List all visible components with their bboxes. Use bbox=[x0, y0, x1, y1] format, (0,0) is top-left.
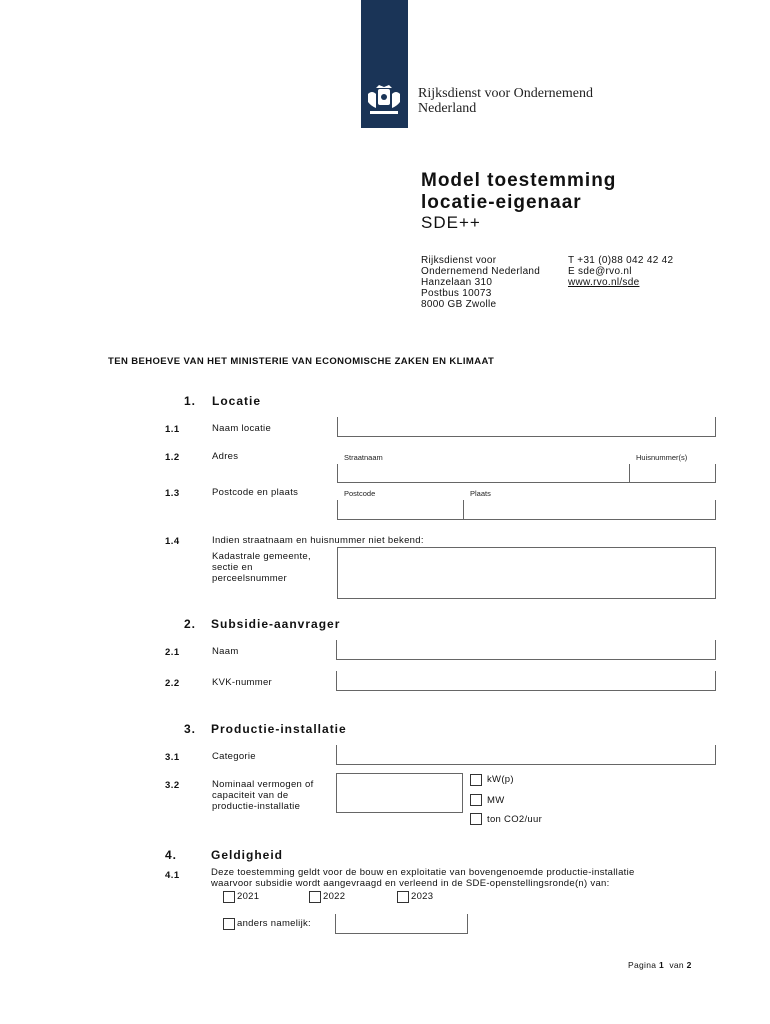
page-title-line1: Model toestemming bbox=[421, 170, 617, 191]
question-number: 3.1 bbox=[165, 752, 180, 763]
of-word: van bbox=[669, 960, 684, 970]
org-name-line1: Rijksdienst voor Ondernemend bbox=[418, 86, 593, 101]
label-line: Kadastrale gemeente, bbox=[212, 551, 311, 562]
street-input[interactable] bbox=[337, 464, 630, 483]
unit-ton-checkbox[interactable] bbox=[470, 813, 482, 825]
place-input[interactable] bbox=[463, 500, 716, 520]
page-word: Pagina bbox=[628, 960, 657, 970]
geldigheid-text bbox=[211, 867, 635, 889]
house-number-input[interactable] bbox=[629, 464, 716, 483]
label-line: Nominaal vermogen of bbox=[212, 779, 314, 790]
year-2021-checkbox[interactable] bbox=[223, 891, 235, 903]
address-line: Ondernemend Nederland bbox=[421, 266, 541, 277]
section-title-geldigheid: Geldigheid bbox=[211, 848, 284, 862]
section-number: 3. bbox=[184, 722, 197, 736]
question-number: 1.1 bbox=[165, 424, 180, 435]
question-number: 2.1 bbox=[165, 647, 180, 658]
page-title-line2: locatie-eigenaar bbox=[421, 192, 582, 213]
question-number: 2.2 bbox=[165, 678, 180, 689]
org-name-line2: Nederland bbox=[418, 101, 477, 116]
unit-mw-checkbox[interactable] bbox=[470, 794, 482, 806]
question-number: 4.1 bbox=[165, 870, 180, 881]
label-naam-locatie: Naam locatie bbox=[212, 423, 272, 434]
label-line: capaciteit van de bbox=[212, 790, 289, 801]
address-line: Rijksdienst voor bbox=[421, 255, 497, 266]
section-number: 2. bbox=[184, 617, 197, 631]
address-line: Hanzelaan 310 bbox=[421, 277, 493, 288]
label-line: productie-installatie bbox=[212, 801, 301, 812]
royal-crest-icon bbox=[364, 84, 404, 118]
unit-mw-label: MW bbox=[487, 795, 505, 806]
place-caption: Plaats bbox=[470, 489, 491, 498]
year-2023-label: 2023 bbox=[411, 891, 434, 902]
address-line: 8000 GB Zwolle bbox=[421, 299, 497, 310]
categorie-input[interactable] bbox=[336, 745, 716, 765]
label-niet-bekend: Indien straatnaam en huisnummer niet bekend: bbox=[212, 535, 424, 546]
label-kadastrale bbox=[212, 551, 311, 584]
section-number: 4. bbox=[165, 848, 178, 862]
website-link[interactable]: www.rvo.nl/sde bbox=[568, 277, 640, 288]
kvk-input[interactable] bbox=[336, 671, 716, 691]
naam-locatie-input[interactable] bbox=[337, 417, 716, 437]
other-year-checkbox[interactable] bbox=[223, 918, 235, 930]
year-2022-checkbox[interactable] bbox=[309, 891, 321, 903]
question-number: 3.2 bbox=[165, 780, 180, 791]
other-year-label: anders namelijk: bbox=[237, 918, 311, 929]
unit-kwp-label: kW(p) bbox=[487, 774, 514, 785]
unit-ton-label: ton CO2/uur bbox=[487, 814, 543, 825]
contact-block bbox=[568, 255, 673, 288]
label-categorie: Categorie bbox=[212, 751, 256, 762]
section-title-locatie: Locatie bbox=[212, 394, 262, 408]
label-naam: Naam bbox=[212, 646, 239, 657]
label-postcode-plaats: Postcode en plaats bbox=[212, 487, 299, 498]
page-total: 2 bbox=[686, 960, 692, 970]
page-number: 1 bbox=[658, 960, 664, 970]
question-number: 1.4 bbox=[165, 536, 180, 547]
postcode-input[interactable] bbox=[337, 500, 464, 520]
label-line: sectie en bbox=[212, 562, 253, 573]
question-number: 1.3 bbox=[165, 488, 180, 499]
text-line: waarvoor subsidie wordt aangevraagd en verleend in de SDE-openstellingsronde(n) van: bbox=[211, 878, 610, 889]
email-text: E sde@rvo.nl bbox=[568, 266, 632, 277]
label-kvk: KVK-nummer bbox=[212, 677, 273, 688]
vermogen-input[interactable] bbox=[336, 773, 463, 813]
unit-kwp-checkbox[interactable] bbox=[470, 774, 482, 786]
label-vermogen bbox=[212, 779, 314, 812]
address-line: Postbus 10073 bbox=[421, 288, 492, 299]
page-indicator bbox=[628, 960, 692, 970]
section-number: 1. bbox=[184, 394, 197, 408]
kadastrale-input[interactable] bbox=[337, 547, 716, 599]
postcode-caption: Postcode bbox=[344, 489, 376, 498]
section-title-installatie: Productie-installatie bbox=[211, 722, 347, 736]
text-line: Deze toestemming geldt voor de bouw en exploitatie van bovengenoemde productie-installatie bbox=[211, 867, 635, 878]
phone-text: T +31 (0)88 042 42 42 bbox=[568, 255, 674, 266]
year-2021-label: 2021 bbox=[237, 891, 260, 902]
other-year-input[interactable] bbox=[335, 914, 468, 934]
page-subtitle: SDE++ bbox=[421, 213, 481, 232]
question-number: 1.2 bbox=[165, 452, 180, 463]
label-line: perceelsnummer bbox=[212, 573, 287, 584]
year-2022-label: 2022 bbox=[323, 891, 346, 902]
ministry-heading: TEN BEHOEVE VAN HET MINISTERIE VAN ECONOMISCHE ZAKEN EN KLIMAAT bbox=[108, 356, 495, 367]
label-adres: Adres bbox=[212, 451, 239, 462]
section-title-aanvrager: Subsidie-aanvrager bbox=[211, 617, 341, 631]
house-number-caption: Huisnummer(s) bbox=[636, 453, 688, 462]
year-2023-checkbox[interactable] bbox=[397, 891, 409, 903]
naam-input[interactable] bbox=[336, 640, 716, 660]
street-caption: Straatnaam bbox=[344, 453, 383, 462]
address-block bbox=[421, 255, 540, 310]
